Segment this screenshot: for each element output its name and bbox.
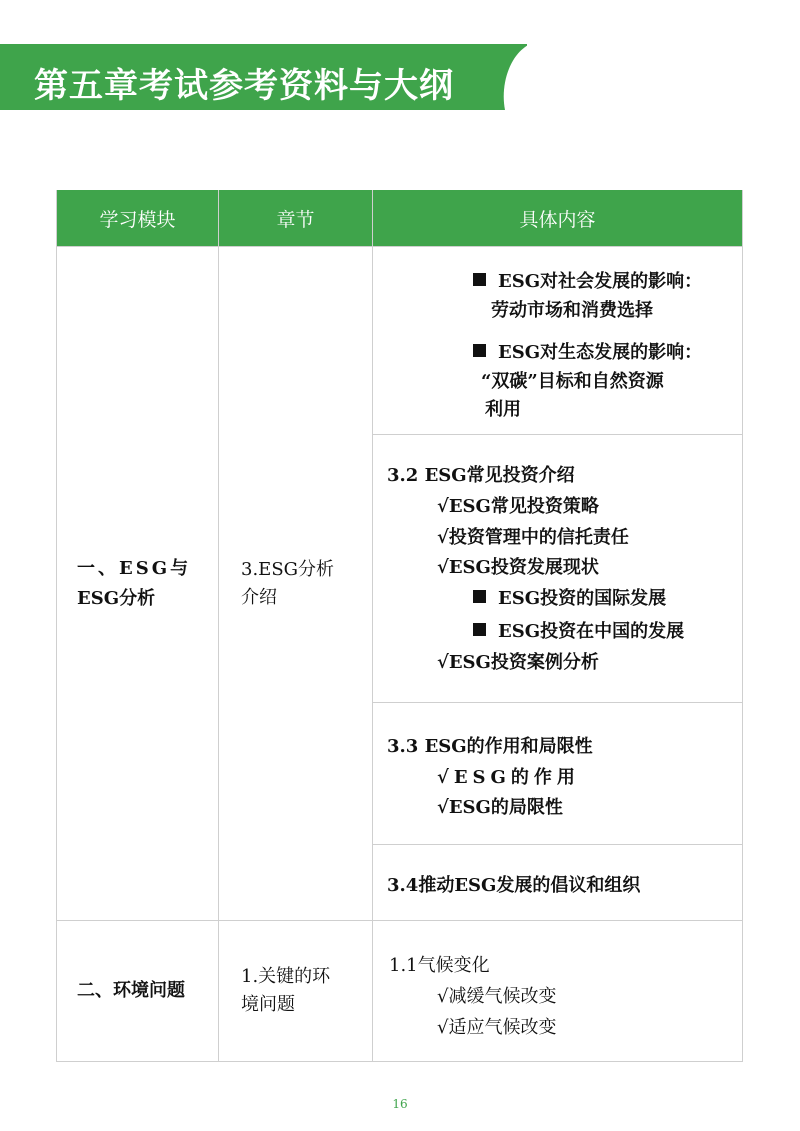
subsection-title: 3.2 ESG常见投资介绍	[387, 465, 575, 486]
header-content: 具体内容	[373, 190, 743, 247]
square-bullet-icon	[473, 344, 486, 357]
page-number: 16	[392, 1097, 408, 1111]
bullet-item	[473, 584, 666, 610]
subsection-title: 1.1气候变化	[389, 955, 490, 976]
bullet-continuation: “双碳”目标和自然资源	[481, 371, 664, 392]
chapter-title: 第五章考试参考资料与大纲	[34, 66, 454, 106]
section-label-line1: 3.ESG分析	[241, 558, 335, 580]
table-row	[57, 247, 743, 435]
module-label: 二、环境问题	[77, 980, 185, 1001]
header-module: 学习模块	[57, 190, 219, 247]
check-item: √适应气候改变	[437, 1017, 557, 1038]
check-item: √ESG的局限性	[437, 797, 563, 818]
content-cell-impact	[373, 247, 743, 435]
module-label-line1: 一、ESG与	[77, 557, 192, 579]
check-item: √ESG投资发展现状	[437, 557, 599, 578]
module-cell-environment	[57, 921, 219, 1062]
bullet-continuation: 劳动市场和消费选择	[491, 300, 653, 321]
section-label-line2: 介绍	[241, 586, 277, 608]
bullet-text: ESG对生态发展的影响：	[498, 342, 703, 363]
bullet-item	[473, 267, 702, 293]
bullet-continuation: 利用	[485, 399, 521, 420]
bullet-item	[473, 338, 702, 364]
content-cell-investment	[373, 435, 743, 703]
module-label-line2: ESG分析	[77, 587, 156, 609]
square-bullet-icon	[473, 623, 486, 636]
table-header-row	[57, 190, 743, 247]
section-label-line1: 1.关键的环	[241, 966, 331, 987]
subsection-title: 3.4推动ESG发展的倡议和组织	[387, 875, 641, 896]
check-item: √ESG的作用	[437, 767, 580, 788]
section-cell-esg-analysis	[219, 247, 373, 921]
check-item: √ESG投资案例分析	[437, 652, 599, 673]
bullet-text: ESG对社会发展的影响：	[498, 271, 703, 292]
section-label-line2: 境问题	[241, 994, 295, 1015]
header-section: 章节	[219, 190, 373, 247]
content-cell-role	[373, 703, 743, 845]
bullet-item	[473, 617, 684, 643]
check-item: √减缓气候改变	[437, 986, 557, 1007]
check-item: √投资管理中的信托责任	[437, 527, 629, 548]
subsection-title: 3.3 ESG的作用和局限性	[387, 736, 593, 757]
table-row	[57, 921, 743, 1062]
square-bullet-icon	[473, 590, 486, 603]
content-cell-initiatives	[373, 845, 743, 921]
module-cell-esg	[57, 247, 219, 921]
bullet-text: ESG投资的国际发展	[498, 588, 667, 609]
check-item: √ESG常见投资策略	[437, 496, 599, 517]
content-cell-climate	[373, 921, 743, 1062]
section-cell-key-issues	[219, 921, 373, 1062]
bullet-text: ESG投资在中国的发展	[498, 621, 685, 642]
syllabus-table	[56, 190, 743, 1062]
square-bullet-icon	[473, 273, 486, 286]
